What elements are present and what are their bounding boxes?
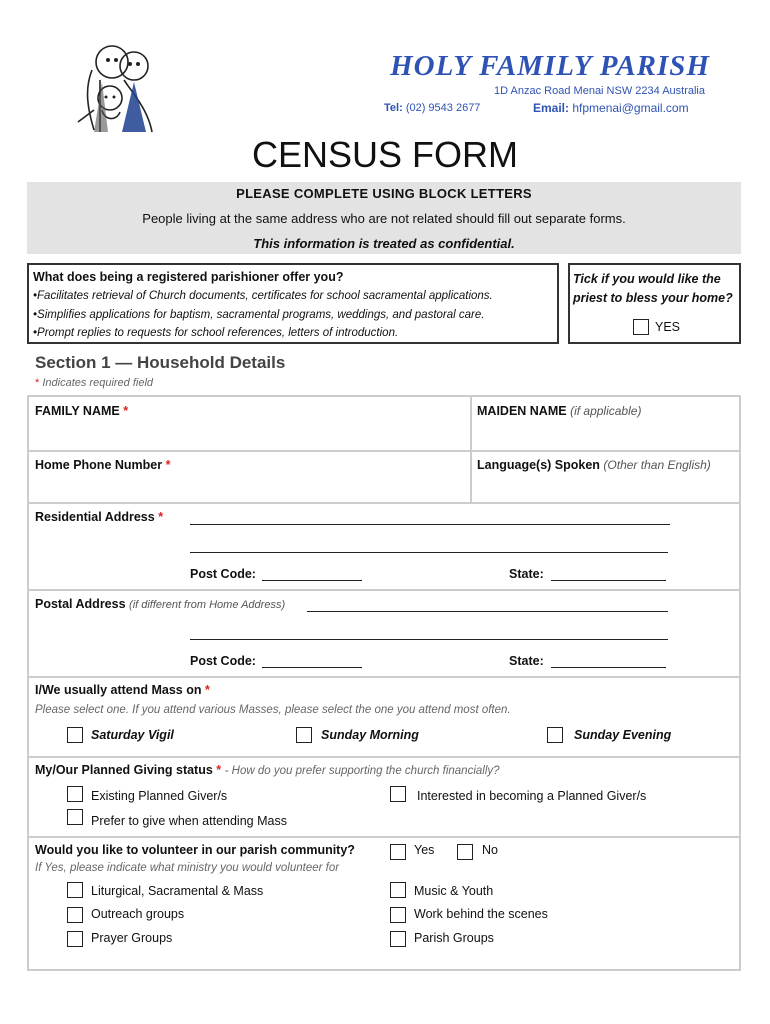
required-star: *: [35, 377, 40, 389]
prayer-groups-checkbox[interactable]: [67, 931, 83, 947]
required-star: *: [165, 458, 171, 472]
required-star: *: [158, 510, 164, 524]
email-value: hfpmenai@gmail.com: [572, 101, 689, 115]
volunteer-yes-label: Yes: [414, 843, 435, 857]
maiden-name-label: [477, 404, 641, 418]
required-star: *: [216, 763, 222, 777]
tel-value: (02) 9543 2677: [405, 102, 481, 114]
maiden-name-hint: (if applicable): [570, 404, 642, 418]
planned-giving-label: [35, 763, 500, 777]
family-name-label: [35, 404, 128, 418]
postal-address-line-2[interactable]: [190, 639, 668, 640]
postal-address-line-1[interactable]: [307, 611, 668, 612]
benefit-item: •Simplifies applications for baptism, sacramental programs, weddings, and pastoral care.: [33, 309, 485, 321]
outreach-label: Outreach groups: [91, 907, 185, 921]
blessing-yes-label: YES: [655, 320, 681, 334]
residential-state-field[interactable]: [551, 580, 666, 581]
saturday-vigil-checkbox[interactable]: [67, 727, 83, 743]
sunday-morning-checkbox[interactable]: [296, 727, 312, 743]
mass-attendance-text: I/We usually attend Mass on: [35, 683, 202, 697]
behind-scenes-label: Work behind the scenes: [414, 907, 548, 921]
sunday-evening-checkbox[interactable]: [547, 727, 563, 743]
postal-state-label: State:: [509, 654, 544, 668]
home-phone-label: [35, 458, 170, 472]
existing-giver-checkbox[interactable]: [67, 786, 83, 802]
parish-email: [533, 101, 689, 115]
postal-address-hint: (if different from Home Address): [129, 599, 286, 611]
divider: [27, 836, 741, 838]
home-blessing-question: Tick if you would like the priest to bless your home?: [573, 272, 733, 305]
confidential-note: This information is treated as confidential.: [253, 236, 515, 251]
benefits-title: What does being a registered parishioner offer you?: [33, 270, 344, 284]
liturgical-label: Liturgical, Sacramental & Mass: [91, 884, 264, 898]
planned-giving-hint: - How do you prefer supporting the church financially?: [224, 765, 500, 777]
maiden-name-text: MAIDEN NAME: [477, 404, 567, 418]
music-youth-checkbox[interactable]: [390, 882, 406, 898]
required-field-note: [35, 377, 153, 389]
family-name-field[interactable]: [33, 422, 463, 446]
residential-post-code-field[interactable]: [262, 580, 362, 581]
outreach-checkbox[interactable]: [67, 907, 83, 923]
divider: [27, 676, 741, 678]
postal-address-text: Postal Address: [35, 597, 126, 611]
behind-scenes-checkbox[interactable]: [390, 907, 406, 923]
existing-giver-label: Existing Planned Giver/s: [91, 789, 228, 803]
interested-giver-label: Interested in becoming a Planned Giver/s: [417, 789, 647, 803]
residential-address-text: Residential Address: [35, 510, 155, 524]
volunteer-no-checkbox[interactable]: [457, 844, 473, 860]
music-youth-label: Music & Youth: [414, 884, 494, 898]
required-note-text: Indicates required field: [42, 377, 154, 389]
benefit-item: •Facilitates retrieval of Church documents, certificates for school sacramental applications.: [33, 290, 493, 302]
maiden-name-field[interactable]: [476, 422, 734, 446]
parish-address: 1D Anzac Road Menai NSW 2234 Australia: [494, 85, 705, 97]
languages-label: [477, 458, 711, 472]
sunday-evening-label: Sunday Evening: [574, 728, 672, 742]
volunteer-yes-checkbox[interactable]: [390, 844, 406, 860]
mass-attendance-hint: Please select one. If you attend various Masses, please select the one you attend most often.: [35, 704, 511, 716]
separate-forms-instruction: People living at the same address who are not related should fill out separate forms.: [142, 211, 626, 226]
languages-field[interactable]: [476, 476, 734, 498]
form-title: CENSUS FORM: [251, 134, 518, 175]
residential-post-code-label: Post Code:: [190, 567, 256, 581]
languages-hint: (Other than English): [603, 458, 711, 472]
saturday-vigil-label: Saturday Vigil: [91, 728, 174, 742]
section-title: Section 1 — Household Details: [35, 353, 286, 372]
postal-address-label: [35, 597, 285, 611]
parish-groups-label: Parish Groups: [414, 931, 494, 945]
parish-groups-checkbox[interactable]: [390, 931, 406, 947]
planned-giving-text: My/Our Planned Giving status: [35, 763, 213, 777]
holy-family-logo: [64, 40, 160, 136]
liturgical-checkbox[interactable]: [67, 882, 83, 898]
parish-name: HOLY FAMILY PARISH: [390, 50, 710, 82]
benefit-item: •Prompt replies to requests for school references, letters of introduction.: [33, 327, 399, 339]
postal-post-code-field[interactable]: [262, 667, 362, 668]
divider: [27, 450, 741, 452]
residential-address-line-1[interactable]: [190, 524, 670, 525]
home-phone-text: Home Phone Number: [35, 458, 163, 472]
email-label: Email:: [533, 101, 570, 115]
sunday-morning-label: Sunday Morning: [321, 728, 419, 742]
mass-attendance-label: [35, 683, 210, 697]
residential-address-label: [35, 510, 163, 524]
postal-state-field[interactable]: [551, 667, 666, 668]
postal-post-code-label: Post Code:: [190, 654, 256, 668]
residential-state-label: State:: [509, 567, 544, 581]
residential-address-line-2[interactable]: [190, 552, 668, 553]
divider: [27, 589, 741, 591]
blessing-yes-checkbox[interactable]: [633, 319, 649, 335]
interested-giver-checkbox[interactable]: [390, 786, 406, 802]
family-name-text: FAMILY NAME: [35, 404, 120, 418]
volunteer-hint: If Yes, please indicate what ministry you would volunteer for: [35, 862, 340, 874]
prayer-groups-label: Prayer Groups: [91, 931, 173, 945]
volunteer-label: Would you like to volunteer in our parish community?: [35, 843, 355, 857]
languages-text: Language(s) Spoken: [477, 458, 600, 472]
block-letters-instruction: PLEASE COMPLETE USING BLOCK LETTERS: [236, 186, 532, 201]
required-star: *: [123, 404, 129, 418]
volunteer-no-label: No: [482, 843, 498, 857]
column-divider: [470, 395, 472, 502]
divider: [27, 502, 741, 504]
home-phone-field[interactable]: [33, 476, 463, 498]
required-star: *: [204, 683, 210, 697]
give-at-mass-label: Prefer to give when attending Mass: [91, 814, 287, 828]
give-at-mass-checkbox[interactable]: [67, 809, 83, 825]
divider: [27, 756, 741, 758]
parish-phone: [384, 102, 480, 114]
tel-label: Tel:: [384, 102, 403, 114]
